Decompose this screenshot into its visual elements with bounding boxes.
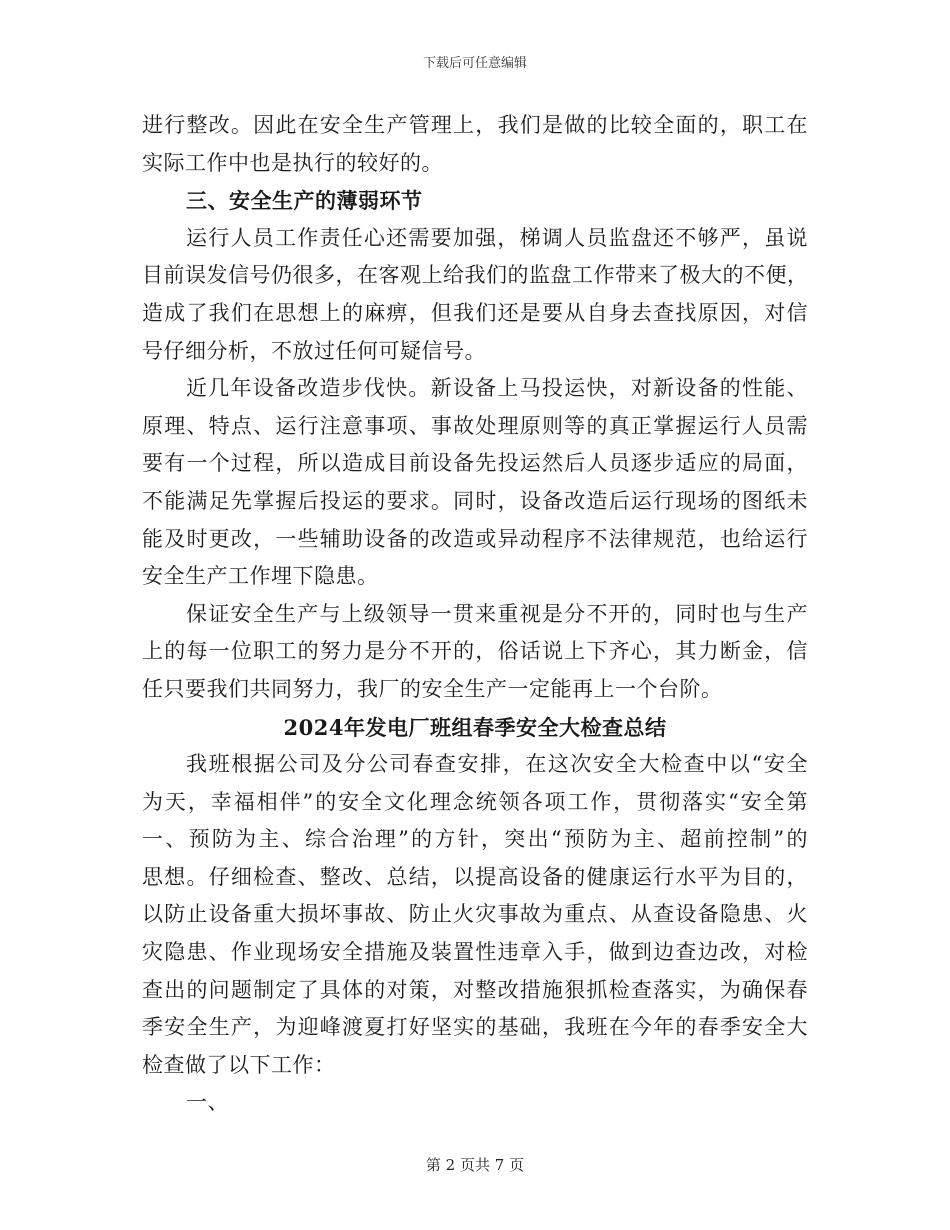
body-line: 一、预防为主、综合治理”的方针，突出“预防为主、超前控制”的 bbox=[142, 827, 808, 852]
body-line: 以防止设备重大损坏事故、防止火灾事故为重点、从查设备隐患、火 bbox=[142, 902, 808, 927]
body-line: 灾隐患、作业现场安全措施及装置性违章入手，做到边查边改，对检 bbox=[142, 940, 808, 965]
body-line: 查出的问题制定了具体的对策，对整改措施狠抓检查落实，为确保春 bbox=[142, 977, 808, 1002]
body-line: 季安全生产，为迎峰渡夏打好坚实的基础，我班在今年的春季安全大 bbox=[142, 1015, 808, 1040]
body-line: 近几年设备改造步伐快。新设备上马投运快，对新设备的性能、 bbox=[186, 376, 808, 401]
page-number: 第 2 页共 7 页 bbox=[425, 1156, 525, 1174]
body-line: 实际工作中也是执行的较好的。 bbox=[142, 150, 443, 175]
body-line: 我班根据公司及分公司春查安排，在这次安全大检查中以“安全 bbox=[186, 752, 808, 777]
body-line: 要有一个过程，所以造成目前设备先投运然后人员逐步适应的局面， bbox=[142, 451, 808, 476]
body-line: 能及时更改，一些辅助设备的改造或异动程序不法律规范，也给运行 bbox=[142, 526, 808, 551]
body-line: 检查做了以下工作： bbox=[142, 1052, 336, 1077]
body-line: 保证安全生产与上级领导一贯来重视是分不开的，同时也与生产 bbox=[186, 601, 808, 626]
body-line: 造成了我们在思想上的麻痹，但我们还是要从自身去查找原因，对信 bbox=[142, 300, 808, 325]
body-line: 思想。仔细检查、整改、总结，以提高设备的健康运行水平为目的， bbox=[142, 864, 808, 889]
document-title: 2024年发电厂班组春季安全大检查总结 bbox=[283, 714, 667, 740]
body-line: 为天，幸福相伴”的安全文化理念统领各项工作，贯彻落实“安全第 bbox=[142, 789, 808, 814]
body-line: 目前误发信号仍很多，在客观上给我们的监盘工作带来了极大的不便， bbox=[142, 263, 809, 288]
document-body bbox=[142, 107, 808, 1122]
body-line: 安全生产工作埋下隐患。 bbox=[142, 564, 379, 589]
header-note: 下载后可任意编辑 bbox=[422, 56, 527, 71]
body-line: 运行人员工作责任心还需要加强，梯调人员监盘还不够严，虽说 bbox=[186, 225, 808, 250]
body-line: 原理、特点、运行注意事项、事故处理原则等的真正掌握运行人员需 bbox=[142, 413, 808, 438]
section-heading: 三、安全生产的薄弱环节 bbox=[186, 188, 423, 214]
body-line: 不能满足先掌握后投运的要求。同时，设备改造后运行现场的图纸未 bbox=[142, 488, 808, 513]
body-line: 一、 bbox=[186, 1090, 229, 1115]
body-line: 号仔细分析，不放过任何可疑信号。 bbox=[142, 338, 486, 363]
body-line: 任只要我们共同努力，我厂的安全生产一定能再上一个台阶。 bbox=[142, 676, 723, 701]
body-line: 进行整改。因此在安全生产管理上，我们是做的比较全面的，职工在 bbox=[142, 113, 808, 137]
body-line: 上的每一位职工的努力是分不开的，俗话说上下齐心，其力断金，信 bbox=[142, 639, 808, 664]
